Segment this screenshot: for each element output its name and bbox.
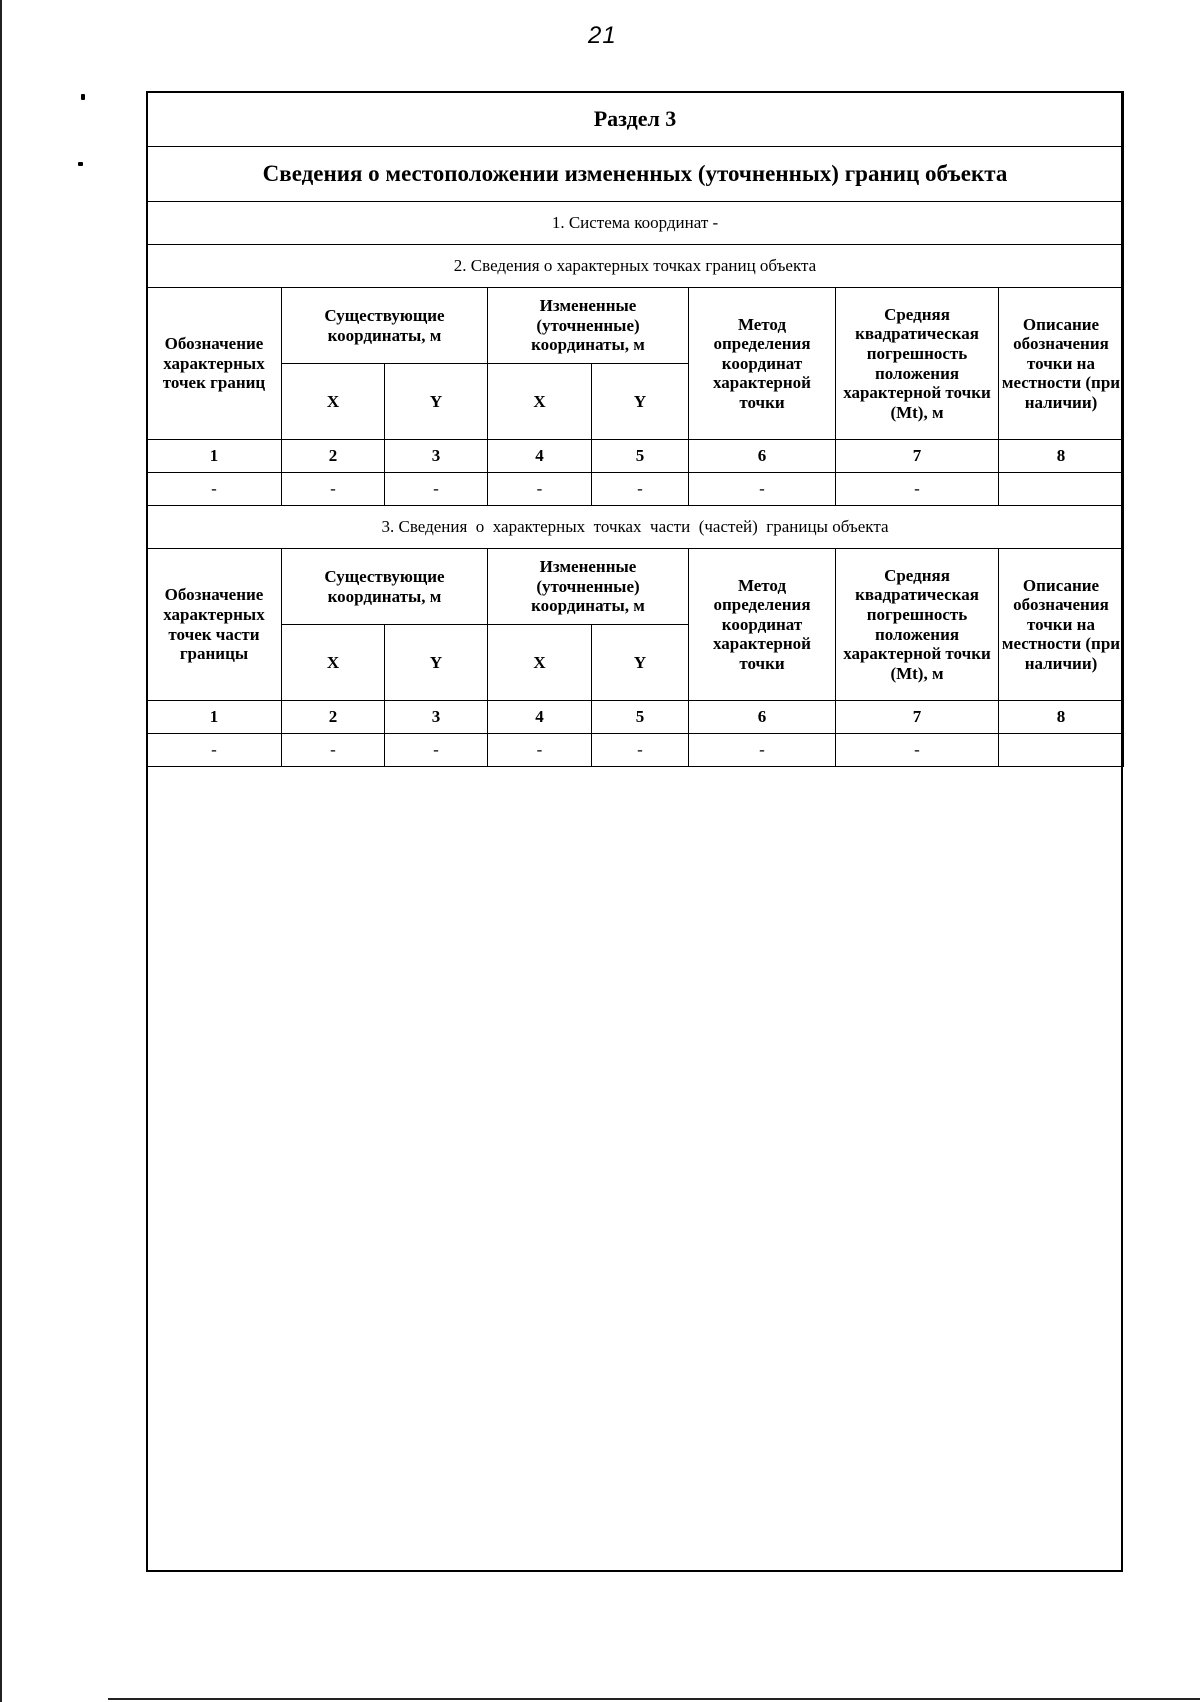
block2-col-error: Средняя квадратическая погрешность положения характерной точки (Mt), м — [836, 288, 999, 440]
block3-data-row — [147, 734, 1124, 767]
table-cell — [999, 734, 1124, 767]
block3-heading: 3. Сведения о характерных точках части (частей) границы объекта — [147, 506, 1124, 549]
block3-col-designation: Обозначение характерных точек части границы — [147, 549, 282, 701]
block3-col-method: Метод определения координат характерной точки — [689, 549, 836, 701]
column-number: 6 — [689, 440, 836, 473]
block3-col-existing: Существующие координаты, м — [282, 549, 488, 625]
block2-number-row — [147, 440, 1124, 473]
table-cell — [999, 473, 1124, 506]
coordinate-system-row: 1. Система координат - — [147, 202, 1124, 245]
block2-col-designation: Обозначение характерных точек границ — [147, 288, 282, 440]
block2-col-changed-x: X — [488, 364, 592, 440]
block3-col-changed: Измененные (уточненные) координаты, м — [488, 549, 689, 625]
block3-col-existing-x: X — [282, 625, 385, 701]
column-number: 3 — [385, 701, 488, 734]
table-cell: - — [836, 473, 999, 506]
page-number: 21 — [588, 22, 617, 49]
column-number: 1 — [147, 701, 282, 734]
table-cell: - — [836, 734, 999, 767]
column-number: 2 — [282, 440, 385, 473]
section-label: Раздел 3 — [147, 92, 1124, 147]
column-number: 3 — [385, 440, 488, 473]
table-cell: - — [488, 473, 592, 506]
scan-dot-mark — [78, 162, 83, 166]
block3-col-changed-y: Y — [592, 625, 689, 701]
scan-left-edge — [0, 0, 2, 1702]
table-cell: - — [488, 734, 592, 767]
table-cell: - — [147, 473, 282, 506]
column-number: 7 — [836, 701, 999, 734]
table-cell: - — [385, 473, 488, 506]
column-number: 8 — [999, 440, 1124, 473]
block3-col-description: Описание обозначения точки на местности (при наличии) — [999, 549, 1124, 701]
block3-number-row — [147, 701, 1124, 734]
table-cell: - — [385, 734, 488, 767]
block2-heading: 2. Сведения о характерных точках границ объекта — [147, 245, 1124, 288]
table-cell: - — [282, 734, 385, 767]
column-number: 4 — [488, 701, 592, 734]
block2-col-existing-x: X — [282, 364, 385, 440]
table-cell: - — [592, 473, 689, 506]
section-table — [146, 91, 1124, 767]
table-cell: - — [689, 473, 836, 506]
column-number: 7 — [836, 440, 999, 473]
scan-dot-mark — [81, 94, 85, 100]
column-number: 1 — [147, 440, 282, 473]
block3-col-existing-y: Y — [385, 625, 488, 701]
block3-col-error: Средняя квадратическая погрешность положения характерной точки (Mt), м — [836, 549, 999, 701]
block2-col-existing-y: Y — [385, 364, 488, 440]
block2-col-changed-y: Y — [592, 364, 689, 440]
column-number: 4 — [488, 440, 592, 473]
block2-data-row — [147, 473, 1124, 506]
block2-col-description: Описание обозначения точки на местности (при наличии) — [999, 288, 1124, 440]
column-number: 2 — [282, 701, 385, 734]
section-title: Сведения о местоположении измененных (уточненных) границ объекта — [147, 147, 1124, 202]
block2-col-method: Метод определения координат характерной точки — [689, 288, 836, 440]
block3-col-changed-x: X — [488, 625, 592, 701]
table-cell: - — [282, 473, 385, 506]
table-cell: - — [689, 734, 836, 767]
block2-col-changed: Измененные (уточненные) координаты, м — [488, 288, 689, 364]
table-cell: - — [592, 734, 689, 767]
column-number: 6 — [689, 701, 836, 734]
column-number: 5 — [592, 701, 689, 734]
scan-bottom-edge — [108, 1698, 1200, 1700]
column-number: 5 — [592, 440, 689, 473]
block2-col-existing: Существующие координаты, м — [282, 288, 488, 364]
column-number: 8 — [999, 701, 1124, 734]
table-cell: - — [147, 734, 282, 767]
